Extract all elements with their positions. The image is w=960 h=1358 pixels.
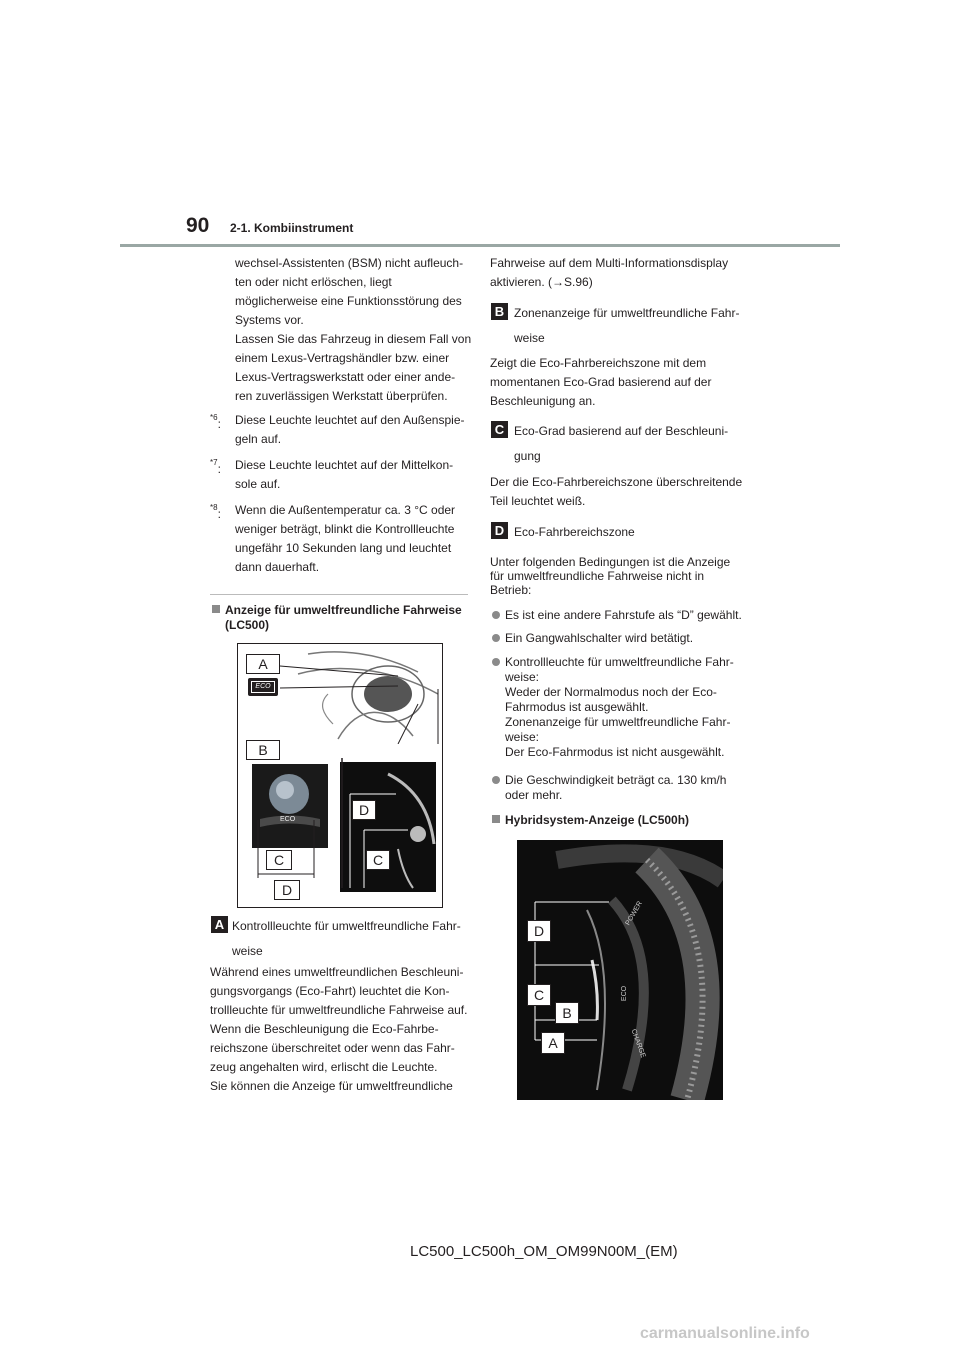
footnote-mark: $^{*8}$: xyxy=(210,503,221,521)
intro-line: einem Lexus-Vertragshändler bzw. einer xyxy=(235,351,450,365)
footnote-line: sole auf. xyxy=(235,477,281,491)
bullet-icon xyxy=(492,611,500,619)
eco-text: ECO xyxy=(280,816,296,823)
bullet-icon xyxy=(492,634,500,642)
item-d-line: Eco-Fahrbereichszone xyxy=(514,525,635,539)
bullet-line: Zonenanzeige für umweltfreundliche Fahr- xyxy=(505,715,731,729)
footnote-line: Diese Leuchte leuchtet auf den Außenspie- xyxy=(235,413,465,427)
section-title: 2-1. Kombiinstrument xyxy=(230,221,354,235)
condition-bullet xyxy=(492,655,762,760)
heading-line: (LC500) xyxy=(225,618,270,632)
condition-bullet xyxy=(492,608,762,623)
footer-code: LC500_LC500h_OM_OM99N00M_(EM) xyxy=(410,1243,678,1260)
heading-eco-lc500 xyxy=(212,603,472,633)
item-b-line: Zonenanzeige für umweltfreundliche Fahr- xyxy=(514,306,740,320)
eco-lamp-icon: ECO xyxy=(248,678,278,696)
condition-bullet xyxy=(492,631,762,646)
footnote-line: geln auf. xyxy=(235,432,282,446)
footnote-line: dann dauerhaft. xyxy=(235,560,320,574)
body-paragraph xyxy=(210,963,470,1096)
hybrid-indicator-figure xyxy=(517,840,723,1100)
bullet-line: Es ist eine andere Fahrstufe als “D” gewählt. xyxy=(505,608,742,622)
intro-line: Systems vor. xyxy=(235,313,304,327)
eco-indicator-figure xyxy=(237,643,443,908)
item-b-description xyxy=(490,354,760,411)
callout-d-left: D xyxy=(274,880,300,900)
desc-line: Teil leuchtet weiß. xyxy=(490,494,586,508)
bullet-line: Die Geschwindigkeit beträgt ca. 130 km/h xyxy=(505,773,727,787)
item-b-text xyxy=(514,304,764,348)
heading-line: Anzeige für umweltfreundliche Fahrweise xyxy=(225,603,462,617)
callout-d-right: D xyxy=(352,800,376,820)
square-bullet-icon xyxy=(212,605,220,613)
heading-text: Hybridsystem-Anzeige (LC500h) xyxy=(505,813,690,827)
intro-line: wechsel-Assistenten (BSM) nicht aufleuch- xyxy=(235,256,464,270)
intro-line: Betrieb: xyxy=(490,583,532,597)
bullet-line: Kontrollleuchte für umweltfreundliche Fahr- xyxy=(505,655,734,669)
item-b-marker: B xyxy=(491,303,508,321)
item-c-marker: C xyxy=(491,421,508,439)
body-line: gungsvorgangs (Eco-Fahrt) leuchtet die Kon- xyxy=(210,984,450,998)
footnote-line: ungefähr 10 Sekunden lang und leuchtet xyxy=(235,541,452,555)
callout-b: B xyxy=(555,1002,579,1024)
cont-line: aktivieren. (→S.96) xyxy=(490,275,593,289)
bullet-line: Der Eco-Fahrmodus ist nicht ausgewählt. xyxy=(505,745,725,759)
page-number: 90 xyxy=(186,214,210,237)
bullet-line: Fahrmodus ist ausgewählt. xyxy=(505,700,649,714)
desc-line: Zeigt die Eco-Fahrbereichszone mit dem xyxy=(490,356,707,370)
continuation-paragraph xyxy=(490,254,760,292)
cont-line: Fahrweise auf dem Multi-Informationsdisplay xyxy=(490,256,729,270)
desc-line: Der die Eco-Fahrbereichszone überschreitende xyxy=(490,475,743,489)
square-bullet-icon xyxy=(492,815,500,823)
callout-d: D xyxy=(527,920,551,942)
bullet-line: weise: xyxy=(505,670,540,684)
bullet-icon xyxy=(492,658,500,666)
condition-bullet xyxy=(492,773,762,803)
item-b-line: weise xyxy=(514,331,545,345)
power-label: POWER xyxy=(624,900,644,927)
watermark: carmanualsonline.info xyxy=(640,1325,810,1342)
callout-c: C xyxy=(527,984,551,1006)
item-a-marker: A xyxy=(211,916,228,934)
hybrid-gauge-illustration xyxy=(517,840,723,1100)
bullet-icon xyxy=(492,776,500,784)
bullet-line: weise: xyxy=(505,730,540,744)
bullet-line: oder mehr. xyxy=(505,788,563,802)
intro-line: Lassen Sie das Fahrzeug in diesem Fall von xyxy=(235,332,472,346)
footnote-mark: $^{*7}$: xyxy=(210,458,221,476)
body-line: Sie können die Anzeige für umweltfreundliche xyxy=(210,1079,453,1093)
body-line: zeug angehalten wird, erlischt die Leuchte. xyxy=(210,1060,438,1074)
bullet-line: Ein Gangwahlschalter wird betätigt. xyxy=(505,631,694,645)
conditions-intro xyxy=(490,555,760,597)
header-rule xyxy=(120,244,840,247)
body-line: Während eines umweltfreundlichen Beschleuni- xyxy=(210,965,464,979)
eco-label: ECO xyxy=(621,985,629,1002)
intro-line: für umweltfreundliche Fahrweise nicht in xyxy=(490,569,705,583)
item-d-marker: D xyxy=(491,522,508,540)
body-line: trollleuchte für umweltfreundliche Fahrweise auf. xyxy=(210,1003,468,1017)
body-line: reichszone überschreitet oder wenn das Fahr- xyxy=(210,1041,455,1055)
item-a-line: weise xyxy=(232,944,263,958)
body-line: Wenn die Beschleunigung die Eco-Fahrbe- xyxy=(210,1022,439,1036)
footnote-line: Diese Leuchte leuchtet auf der Mittelkon- xyxy=(235,458,454,472)
callout-c-left: C xyxy=(266,850,292,870)
intro-paragraph xyxy=(235,254,475,406)
intro-line: Unter folgenden Bedingungen ist die Anzeige xyxy=(490,555,731,569)
callout-c-right: C xyxy=(366,850,390,870)
intro-line: ren zuverlässigen Werkstatt überprüfen. xyxy=(235,389,448,403)
desc-line: Beschleunigung an. xyxy=(490,394,596,408)
footnote-7 xyxy=(210,456,470,494)
item-c-line: Eco-Grad basierend auf der Beschleuni- xyxy=(514,424,729,438)
footnote-line: weniger beträgt, blinkt die Kontrollleuchte xyxy=(235,522,455,536)
item-d-text xyxy=(514,523,764,542)
item-c-description xyxy=(490,473,760,511)
footnote-mark: $^{*6}$: xyxy=(210,413,221,431)
footnote-8 xyxy=(210,501,470,577)
bullet-line: Weder der Normalmodus noch der Eco- xyxy=(505,685,717,699)
item-a-text xyxy=(232,917,472,961)
charge-label: CHARGE xyxy=(629,1028,647,1059)
heading-hybrid-lc500h xyxy=(492,813,762,828)
intro-line: möglicherweise eine Funktionsstörung des xyxy=(235,294,462,308)
footnote-6 xyxy=(210,411,470,449)
intro-line: Lexus-Vertragswerkstatt oder einer ande- xyxy=(235,370,456,384)
footnote-line: Wenn die Außentemperatur ca. 3 °C oder xyxy=(235,503,456,517)
callout-a: A xyxy=(541,1032,565,1054)
item-c-text xyxy=(514,422,764,466)
callout-b: B xyxy=(246,740,280,760)
callout-a: A xyxy=(246,654,280,674)
desc-line: momentanen Eco-Grad basierend auf der xyxy=(490,375,712,389)
intro-line: ten oder nicht erlöschen, liegt xyxy=(235,275,392,289)
item-c-line: gung xyxy=(514,449,541,463)
section-divider xyxy=(210,594,468,595)
item-a-line: Kontrollleuchte für umweltfreundliche Fahr- xyxy=(232,919,461,933)
